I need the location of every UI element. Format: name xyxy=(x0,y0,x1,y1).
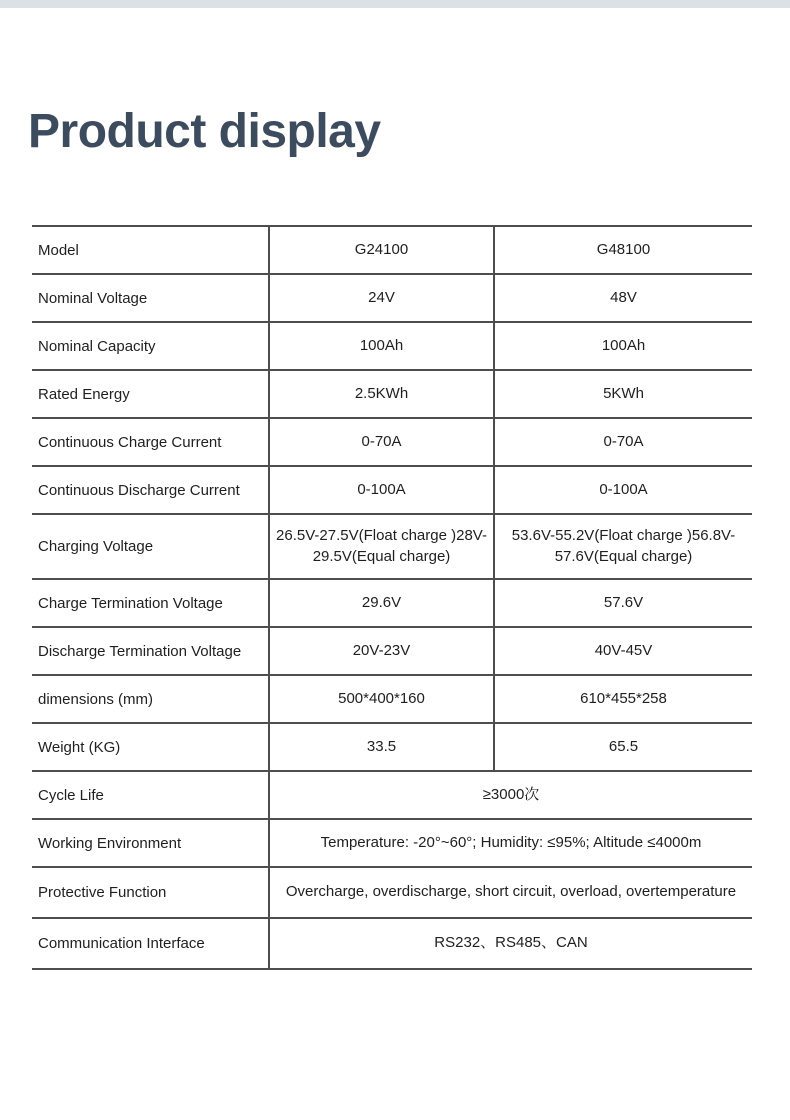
row-label: Continuous Discharge Current xyxy=(32,466,269,514)
table-row-charge-termination-voltage xyxy=(32,579,752,627)
row-label: dimensions (mm) xyxy=(32,675,269,723)
cell-value: 40V-45V xyxy=(594,641,653,659)
cell-value: 0-100A xyxy=(269,466,494,514)
row-label: Communication Interface xyxy=(32,918,269,969)
cell-value: 610*455*258 xyxy=(580,689,667,707)
cell-value: 65.5 xyxy=(608,737,639,755)
cell-value: 100Ah xyxy=(269,322,494,370)
cell-value: 57.6V xyxy=(603,593,644,611)
row-label: Rated Energy xyxy=(32,370,269,418)
table-row-nominal-voltage xyxy=(32,274,752,322)
table-row-rated-energy xyxy=(32,370,752,418)
table-row-model xyxy=(32,226,752,274)
row-label: Protective Function xyxy=(32,867,269,918)
table-row-discharge-termination-voltage xyxy=(32,627,752,675)
cell-value: 0-100A xyxy=(599,480,648,498)
table-row-weight xyxy=(32,723,752,771)
cell-value: 48V xyxy=(610,288,637,306)
cell-value: 100Ah xyxy=(601,336,646,354)
table-row-nominal-capacity xyxy=(32,322,752,370)
cell-value-merged: Overcharge, overdischarge, short circuit, overload, overtemperature xyxy=(285,883,737,901)
cell-value-merged: RS232、RS485、CAN xyxy=(434,934,588,952)
cell-value: 0-70A xyxy=(603,432,644,450)
cell-value: 26.5V-27.5V(Float charge )28V-29.5V(Equal charge) xyxy=(269,514,494,579)
cell-value: 53.6V-55.2V(Float charge )56.8V-57.6V(Equal charge) xyxy=(511,527,736,565)
row-label: Cycle Life xyxy=(32,771,269,819)
cell-value: 24V xyxy=(269,274,494,322)
row-label: Charging Voltage xyxy=(32,514,269,579)
row-label: Nominal Voltage xyxy=(32,274,269,322)
table-row-communication-interface xyxy=(32,918,752,969)
table-row-continuous-discharge-current xyxy=(32,466,752,514)
cell-value: 500*400*160 xyxy=(269,675,494,723)
top-strip xyxy=(0,0,790,8)
page-title: Product display xyxy=(28,105,381,158)
spec-table xyxy=(32,225,752,970)
spec-table-body xyxy=(32,226,752,969)
table-row-dimensions xyxy=(32,675,752,723)
cell-value-g48100: G48100 xyxy=(596,240,651,258)
cell-value: 0-70A xyxy=(269,418,494,466)
row-label: Working Environment xyxy=(32,819,269,867)
row-label: Model xyxy=(32,226,269,274)
row-label: Nominal Capacity xyxy=(32,322,269,370)
cell-value: 33.5 xyxy=(269,723,494,771)
table-row-working-environment xyxy=(32,819,752,867)
cell-value: 2.5KWh xyxy=(269,370,494,418)
row-label: Discharge Termination Voltage xyxy=(32,627,269,675)
table-row-charging-voltage xyxy=(32,514,752,579)
cell-value: 5KWh xyxy=(603,384,644,402)
table-row-continuous-charge-current xyxy=(32,418,752,466)
cell-value: 20V-23V xyxy=(269,627,494,675)
row-label: Continuous Charge Current xyxy=(32,418,269,466)
cell-value-merged: ≥3000次 xyxy=(482,785,540,803)
cell-value: 29.6V xyxy=(269,579,494,627)
cell-value-merged: Temperature: -20°~60°; Humidity: ≤95%; Altitude ≤4000m xyxy=(320,833,702,851)
cell-value-g24100: G24100 xyxy=(269,226,494,274)
row-label: Charge Termination Voltage xyxy=(32,579,269,627)
row-label: Weight (KG) xyxy=(32,723,269,771)
table-row-protective-function xyxy=(32,867,752,918)
table-row-cycle-life xyxy=(32,771,752,819)
